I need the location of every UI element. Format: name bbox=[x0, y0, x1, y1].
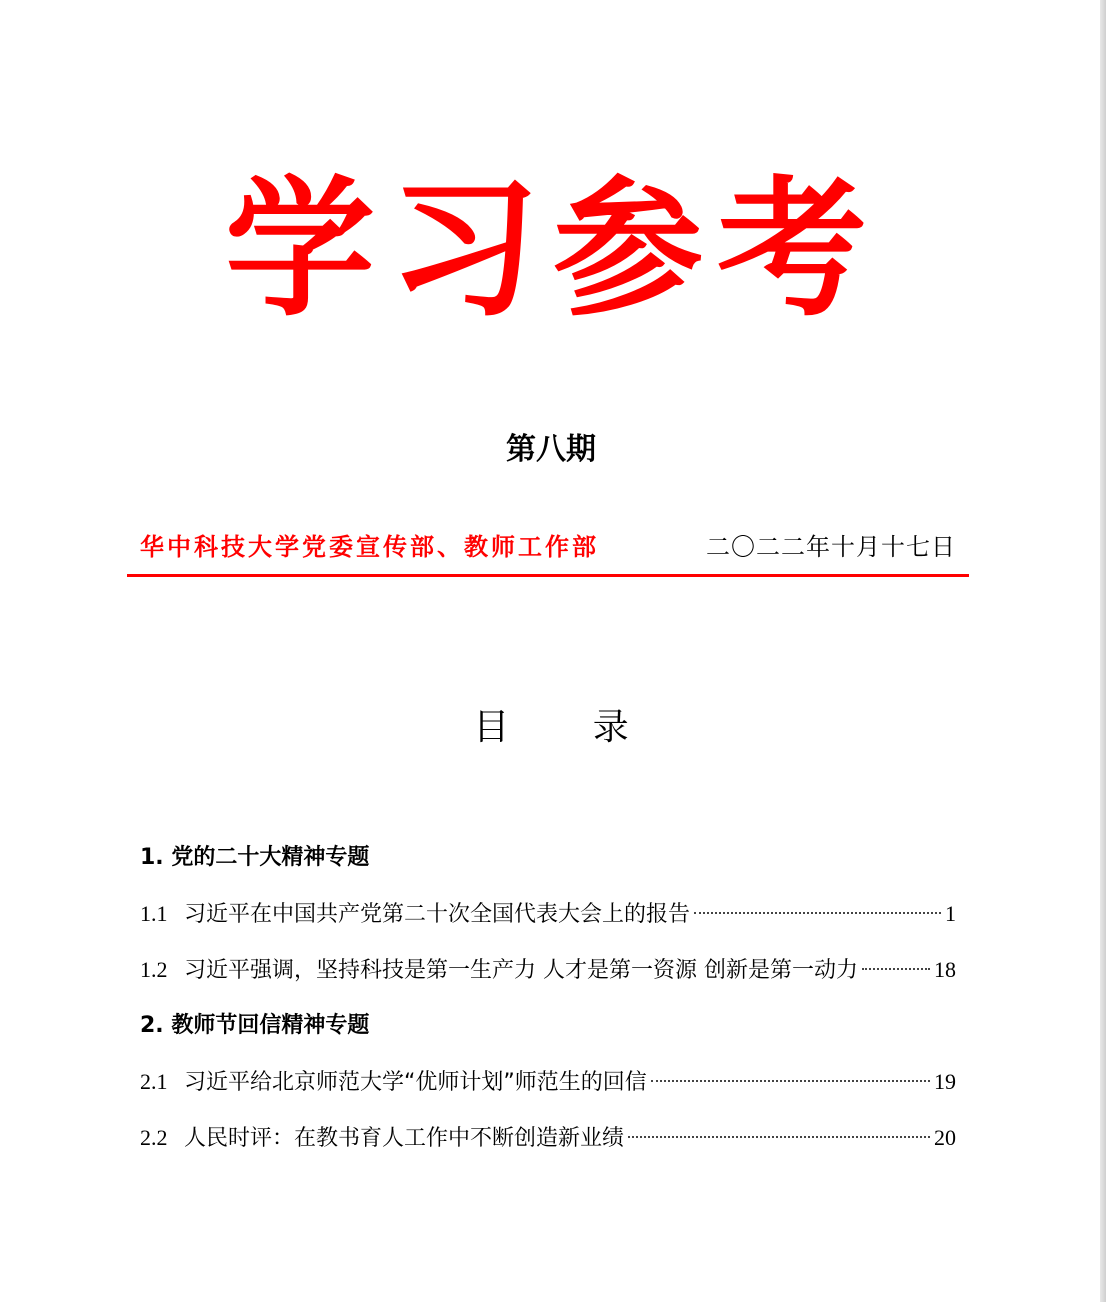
toc-leader-dots bbox=[628, 1136, 930, 1138]
table-of-contents bbox=[140, 836, 956, 1172]
toc-entry-page: 18 bbox=[934, 957, 956, 982]
toc-entry-number: 1.1 bbox=[140, 901, 168, 926]
toc-entry-number: 2.2 bbox=[140, 1125, 168, 1150]
publisher: 华中科技大学党委宣传部、教师工作部 bbox=[140, 533, 599, 561]
issue-number: 第八期 bbox=[506, 432, 596, 467]
toc-entry-title: 人民时评：在教书育人工作中不断创造新业绩 bbox=[184, 1126, 625, 1151]
toc-entry-number: 2.1 bbox=[140, 1069, 168, 1094]
toc-section-1: 1. 党的二十大精神专题 bbox=[140, 845, 370, 870]
toc-leader-dots bbox=[694, 912, 941, 914]
toc-entry-title: 习近平在中国共产党第二十次全国代表大会上的报告 bbox=[184, 902, 691, 927]
toc-entry-page: 20 bbox=[934, 1125, 956, 1150]
toc-entry-page: 19 bbox=[934, 1069, 956, 1094]
toc-leader-dots bbox=[651, 1080, 930, 1082]
toc-entry-2-2[interactable] bbox=[140, 1116, 956, 1160]
publish-date: 二〇二二年十月十七日 bbox=[706, 533, 956, 561]
toc-entry-1-2[interactable] bbox=[140, 948, 956, 992]
toc-entry-title: 习近平给北京师范大学“优师计划”师范生的回信 bbox=[184, 1070, 647, 1095]
toc-entry-page: 1 bbox=[945, 901, 956, 926]
toc-entry-1-1[interactable] bbox=[140, 892, 956, 936]
toc-entry-2-1[interactable] bbox=[140, 1060, 956, 1104]
toc-leader-dots bbox=[862, 968, 930, 970]
header-rule bbox=[127, 574, 969, 577]
toc-entry-number: 1.2 bbox=[140, 957, 168, 982]
toc-heading: 目 录 bbox=[473, 707, 665, 748]
toc-section-2: 2. 教师节回信精神专题 bbox=[140, 1013, 370, 1038]
toc-entry-title: 习近平强调，坚持科技是第一生产力 人才是第一资源 创新是第一动力 bbox=[184, 958, 858, 983]
document-title: 学习参考 bbox=[224, 163, 881, 337]
